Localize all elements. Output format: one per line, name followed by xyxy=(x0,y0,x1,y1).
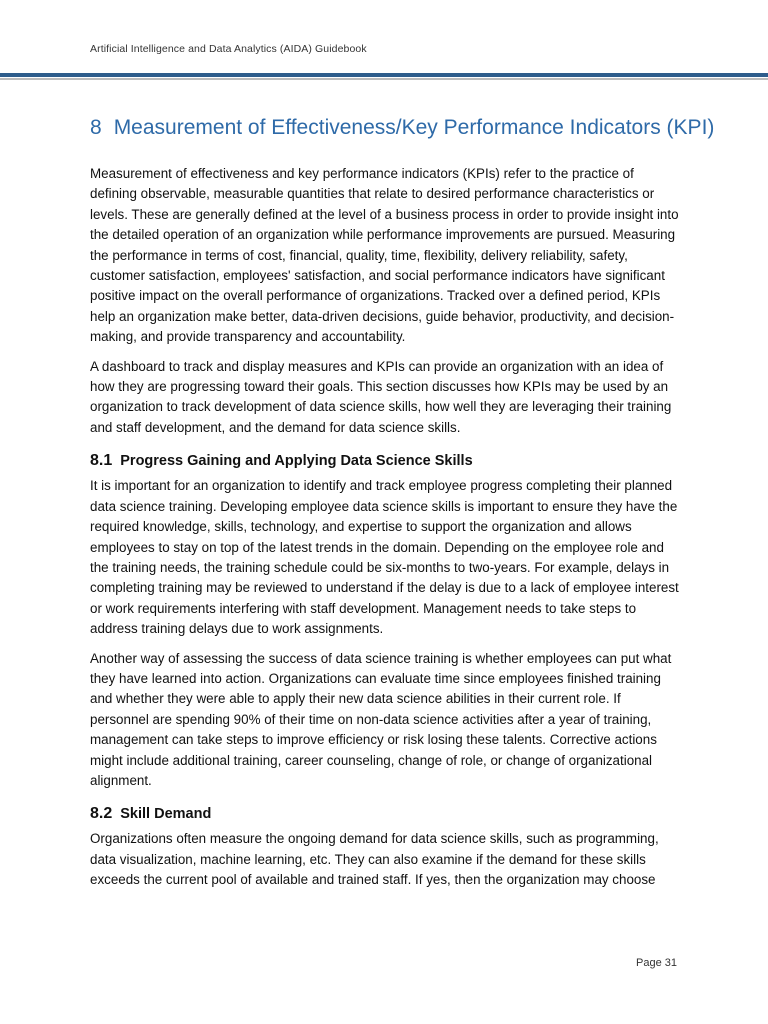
section-title: Measurement of Effectiveness/Key Performance Indicators (KPI) xyxy=(113,116,715,139)
subsection-heading xyxy=(90,450,680,472)
page-content xyxy=(90,112,715,900)
paragraph: A dashboard to track and display measures and KPIs can provide an organization with an idea of how they are progressing toward their goals. This section discusses how KPIs may be used by an organization to track development of data science skills, how well they are leveraging their training and staff development, and the demand for data science skills. xyxy=(90,358,672,435)
header-rule-blue xyxy=(0,73,768,77)
section-number: 8 xyxy=(90,116,102,139)
section-heading xyxy=(90,112,715,144)
page-number: Page 31 xyxy=(636,957,677,969)
running-header: Artificial Intelligence and Data Analytics (AIDA) Guidebook xyxy=(90,43,367,55)
paragraph: It is important for an organization to identify and track employee progress completing their planned data science training. Developing employee data science skills is important to ensure they have the required knowledge, skills, technology, and expertise to support the organization and allows employees to stay on top of the latest trends in the domain. Depending on the employee role and the training needs, the training schedule could be six-months to two-years. For example, delays in completing training may be reviewed to understand if the delay is due to a lack of employee interest or work requirements interfering with staff development. Management needs to take steps to address training delays due to work assignments. xyxy=(90,478,679,637)
paragraph: Measurement of effectiveness and key performance indicators (KPIs) refer to the practice of defining observable, measurable quantities that relate to desired performance characteristics or levels. These are generally defined at the level of a business process in order to provide insight into the detailed operation of an organization while performance improvements are pursued. Measuring the performance in terms of cost, financial, quality, time, flexibility, delivery reliability, safety, customer satisfaction, employees' satisfaction, and social performance indicators have significant positive impact on the overall performance of organizations. Tracked over a defined period, KPIs help an organization make better, data-driven decisions, guide behavior, productivity, and decision-making, and provide transparency and accountability. xyxy=(90,166,679,345)
subsection-title: Skill Demand xyxy=(120,806,212,823)
subsection-heading xyxy=(90,803,680,825)
paragraph: Another way of assessing the success of data science training is whether employees can put what they have learned into action. Organizations can evaluate time since employees finished training and whether they were able to apply their new data science abilities in their current role. If personnel are spending 90% of their time on non-data science activities after a year of training, management can take steps to improve efficiency or risk losing these talents. Corrective actions might include additional training, career counseling, change of role, or change of organizational alignment. xyxy=(90,650,672,788)
subsection-number: 8.1 xyxy=(90,452,113,470)
subsection-title: Progress Gaining and Applying Data Science Skills xyxy=(120,453,473,470)
subsection-number: 8.2 xyxy=(90,805,113,823)
header-rule-gray xyxy=(0,78,768,80)
paragraph: Organizations often measure the ongoing demand for data science skills, such as programming, data visualization, machine learning, etc. They can also examine if the demand for these skills exceeds the current pool of available and trained staff. If yes, then the organization may choose xyxy=(90,831,659,888)
